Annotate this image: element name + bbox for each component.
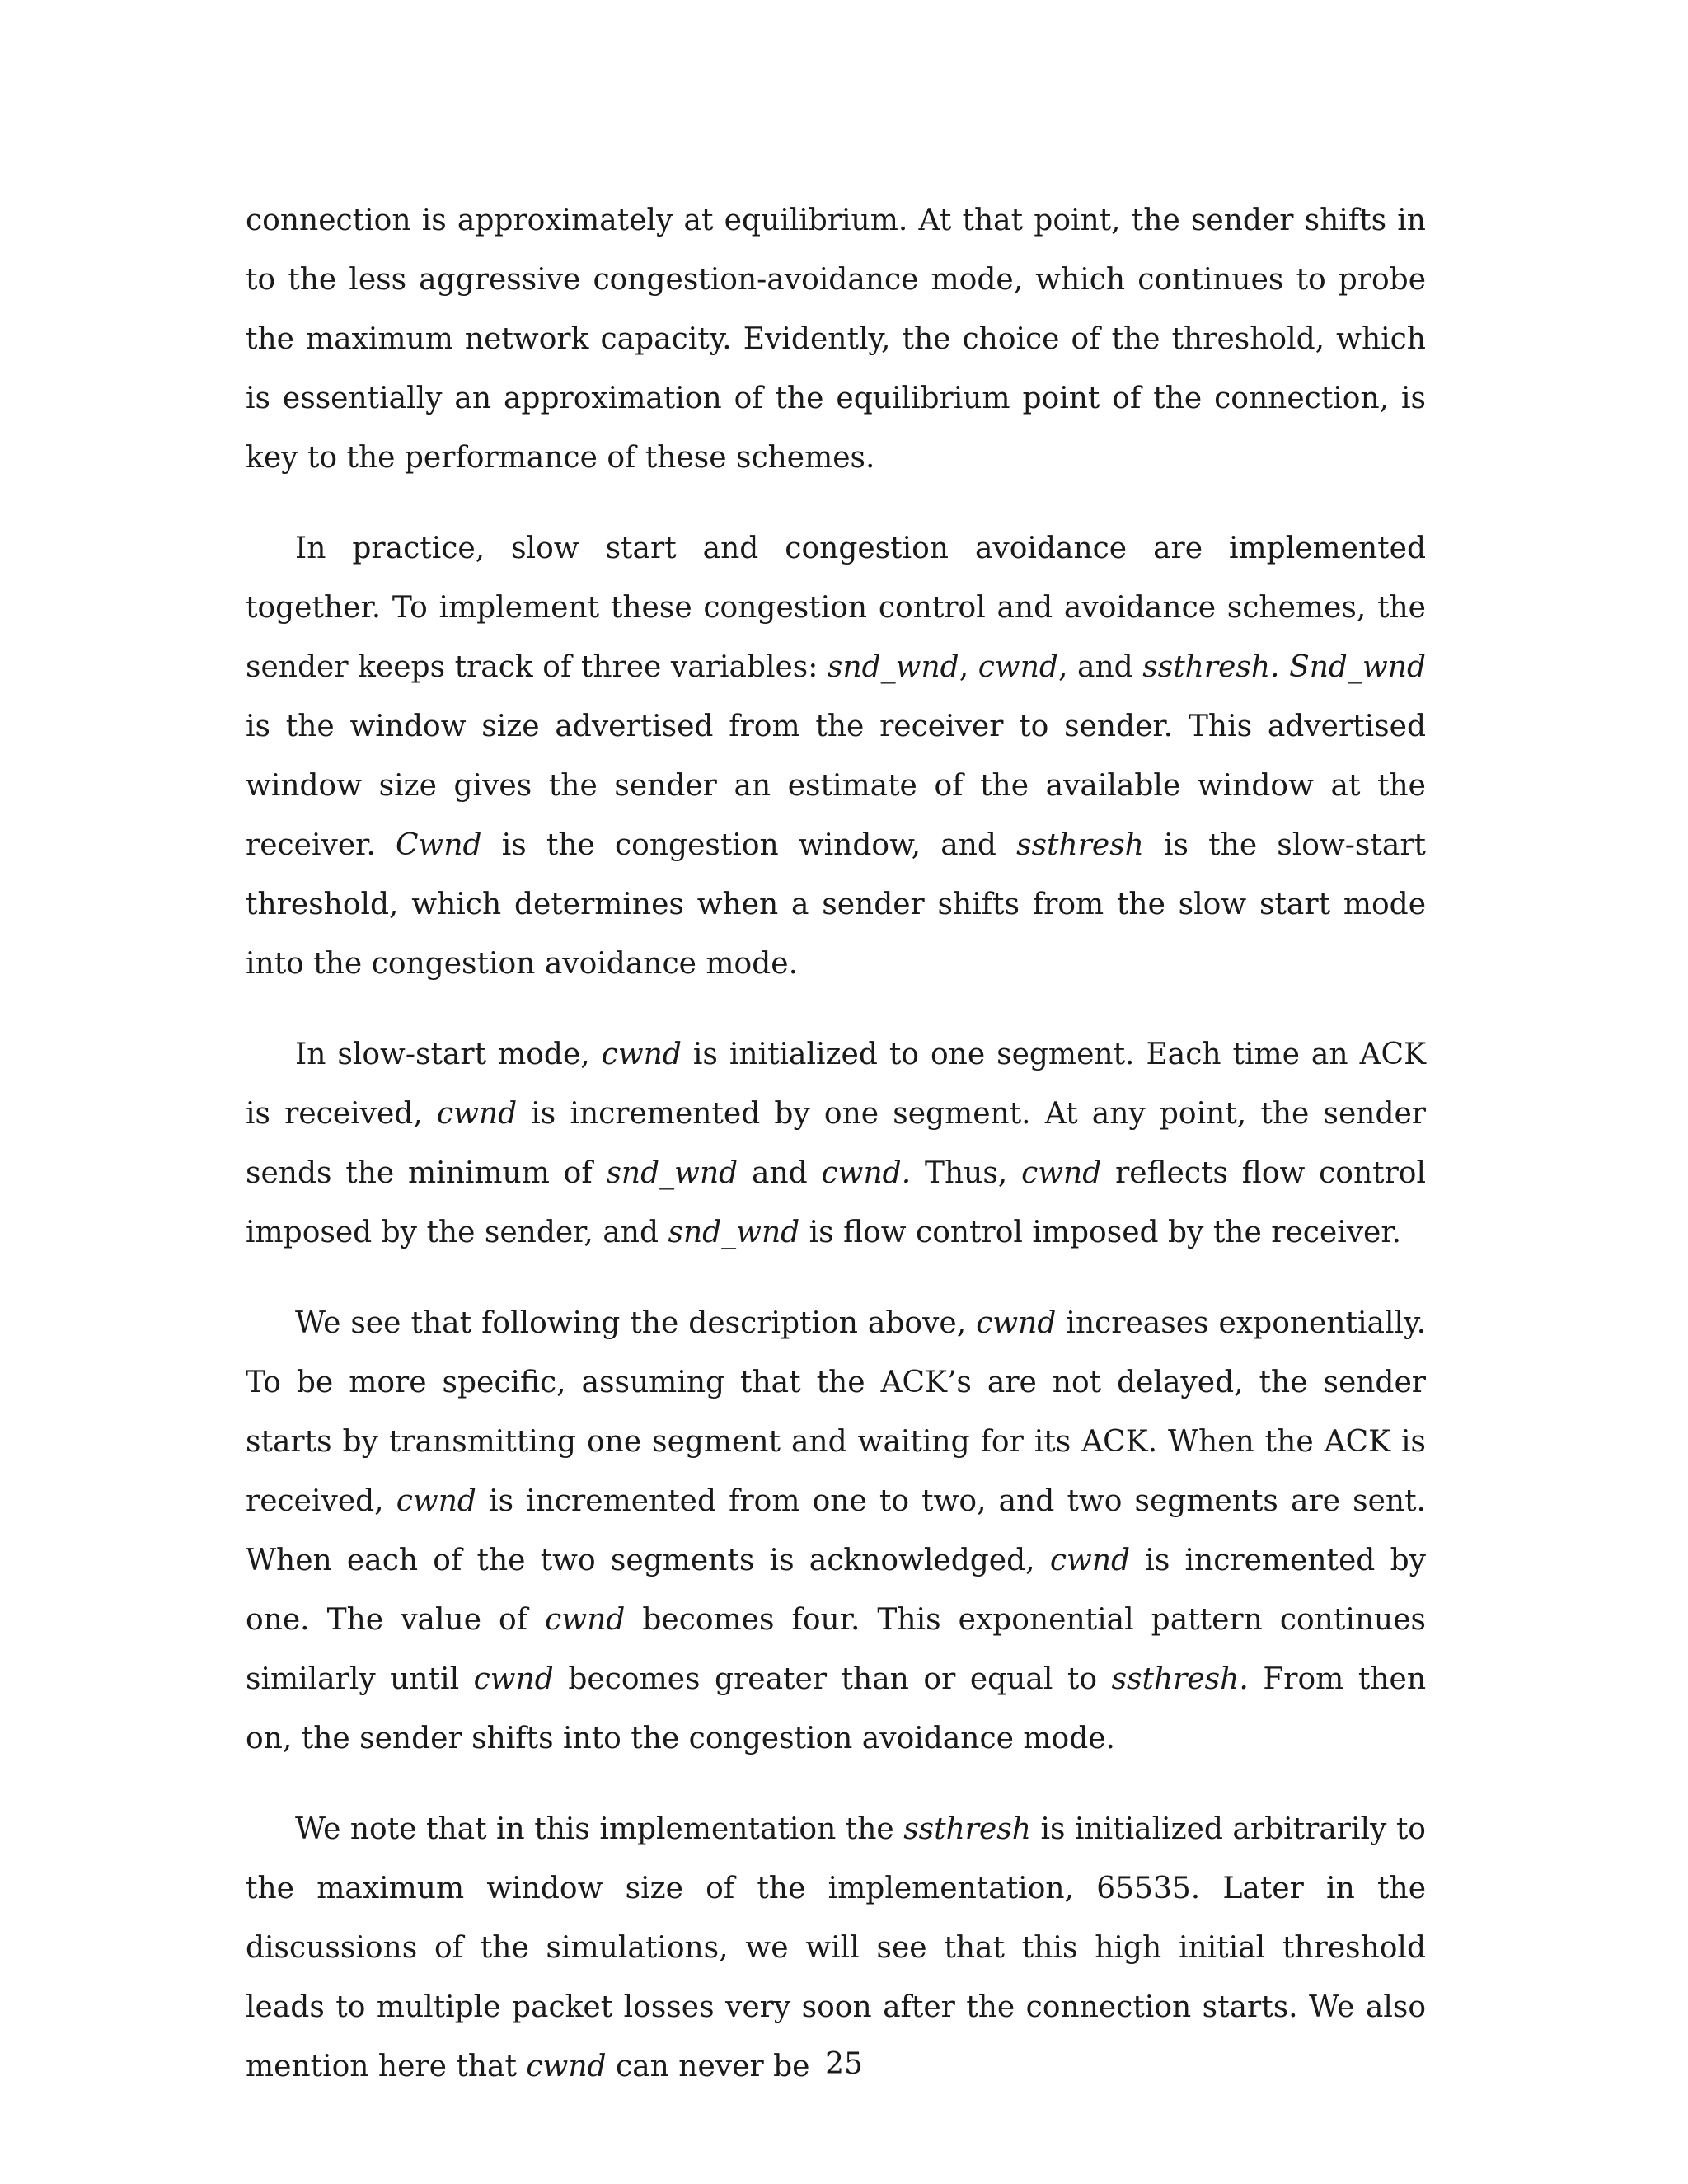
text-run: is flow control imposed by the receiver.	[799, 1216, 1402, 1249]
italic-term: cwnd	[976, 1306, 1057, 1340]
italic-term: cwnd	[473, 1662, 554, 1696]
text-run: We note that in this implementation the	[295, 1812, 904, 1846]
text-run: becomes four. This exponential pattern continues similarly until	[246, 1603, 1426, 1696]
text-run: reflects flow control imposed by the sender, and	[246, 1156, 1426, 1249]
italic-term: ssthresh.	[1111, 1662, 1249, 1696]
paragraph-1	[246, 191, 1426, 488]
text-run	[1279, 650, 1289, 684]
text-run: In slow-start mode,	[295, 1038, 602, 1071]
italic-term: cwnd	[978, 650, 1058, 684]
paragraph-2	[246, 519, 1426, 994]
text-run: is incremented by one segment. At any point, the sender sends the minimum of	[246, 1097, 1426, 1190]
text-run: connection is approximately at equilibrium. At that point, the sender shifts in to the less aggressive congestion-avoidance mode, which continues to probe the maximum network capacity. Evidently, the choice of the threshold, which is essentially an approximation of the equilibrium point of the connection, is key to the performance of these schemes.	[246, 204, 1426, 475]
text-run: and	[738, 1156, 822, 1190]
page-number: 25	[825, 2047, 863, 2081]
text-run: increases exponentially. To be more specific, assuming that the ACK’s are not delayed, the sender starts by transmitting one segment and waiting for its ACK. When the ACK is received,	[246, 1306, 1427, 1518]
text-run: is the window size advertised from the receiver to sender. This advertised window size gives the sender an estimate of the available window at the receiver.	[246, 710, 1426, 862]
text-run: Thus,	[911, 1156, 1022, 1190]
paragraph-4	[246, 1294, 1426, 1769]
italic-term: cwnd	[526, 2050, 607, 2083]
italic-term: cwnd	[436, 1097, 518, 1131]
text-run: is the congestion window, and	[481, 828, 1017, 862]
text-run: ,	[959, 650, 978, 684]
italic-term: cwnd	[1049, 1544, 1131, 1577]
italic-term: cwnd	[1021, 1156, 1102, 1190]
text-run: From then on, the sender shifts into the congestion avoidance mode.	[246, 1662, 1426, 1755]
italic-term: cwnd	[396, 1484, 476, 1518]
italic-term: cwnd	[545, 1603, 626, 1637]
text-run: is incremented by one. The value of	[246, 1544, 1426, 1637]
italic-term: Cwnd	[396, 828, 482, 862]
italic-term: snd_wnd	[606, 1156, 738, 1190]
italic-term: Snd_wnd	[1289, 650, 1426, 684]
text-run: is initialized to one segment. Each time an ACK is received,	[246, 1038, 1426, 1131]
text-run: , and	[1057, 650, 1143, 684]
text-run: We see that following the description above,	[295, 1306, 977, 1340]
italic-term: cwnd	[601, 1038, 682, 1071]
text-run: can never be	[606, 2050, 810, 2083]
text-run: is the slow-start threshold, which determines when a sender shifts from the slow start mode into the congestion avoidance mode.	[246, 828, 1427, 981]
italic-term: ssthresh.	[1142, 650, 1280, 684]
text-run: is incremented from one to two, and two segments are sent. When each of the two segments is acknowledged,	[246, 1484, 1426, 1577]
text-run: becomes greater than or equal to	[553, 1662, 1112, 1696]
italic-term: ssthresh	[903, 1812, 1031, 1846]
paragraph-3	[246, 1025, 1426, 1263]
text-run: is initialized arbitrarily to the maximum window size of the implementation, 65535. Later in the discussions of the simulations, we will see that this high initial threshold leads to multiple packet losses very soon after the connection starts. We also mention here that	[246, 1812, 1426, 2083]
italic-term: snd_wnd	[668, 1216, 800, 1249]
body-text	[246, 191, 1426, 2128]
italic-term: snd_wnd	[827, 650, 959, 684]
italic-term: cwnd.	[821, 1156, 912, 1190]
italic-term: ssthresh	[1016, 828, 1144, 862]
text-run: In practice, slow start and congestion avoidance are implemented together. To implement these congestion control and avoidance schemes, the sender keeps track of three variables:	[246, 532, 1426, 684]
